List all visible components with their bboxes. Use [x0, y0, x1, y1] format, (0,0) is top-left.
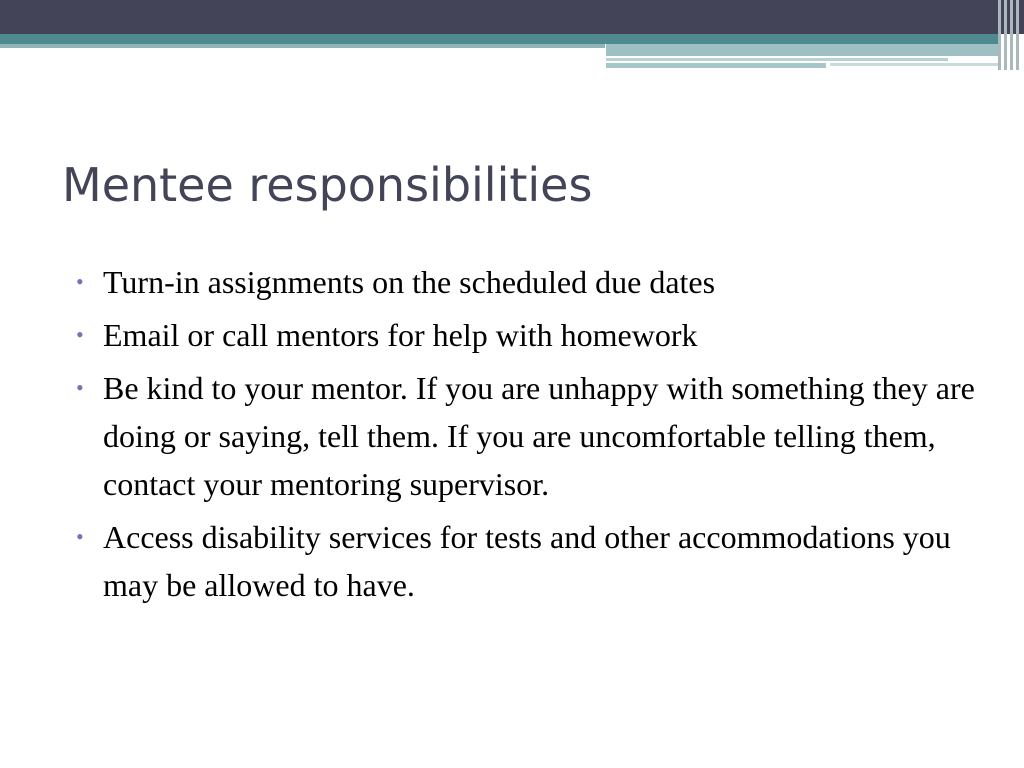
bullet-text: Email or call mentors for help with homework — [103, 317, 698, 353]
bullet-item — [76, 258, 976, 306]
bullet-item — [76, 311, 976, 359]
header-band-dark — [0, 0, 1024, 34]
header-accent-bar — [606, 44, 1000, 56]
header-accent-line-short — [830, 63, 1000, 66]
bullet-icon: • — [76, 524, 84, 549]
edge-stripe — [1010, 0, 1013, 70]
bullet-item — [76, 364, 976, 508]
bullet-icon: • — [76, 322, 84, 347]
header-edge-stripes — [994, 0, 1024, 70]
slide-title: Mentee responsibilities — [62, 158, 593, 212]
bullet-text: Turn-in assignments on the scheduled due dates — [103, 264, 716, 300]
header-band-light — [0, 44, 605, 48]
bullet-list — [76, 258, 976, 614]
bullet-item — [76, 513, 976, 609]
edge-stripe — [1004, 0, 1007, 70]
bullet-icon: • — [76, 375, 84, 400]
edge-stripe — [1016, 0, 1019, 70]
header-accent-line — [606, 58, 948, 61]
edge-stripe — [998, 0, 1001, 70]
header-band-teal — [0, 34, 1000, 44]
bullet-text: Access disability services for tests and other accommodations you may be allowed to have. — [103, 519, 951, 603]
header-accent-bar-short — [606, 63, 826, 68]
bullet-text: Be kind to your mentor. If you are unhappy with something they are doing or saying, tell them. If you are uncomfortable telling them, contact your mentoring supervisor. — [103, 370, 975, 502]
bullet-icon: • — [76, 269, 84, 294]
